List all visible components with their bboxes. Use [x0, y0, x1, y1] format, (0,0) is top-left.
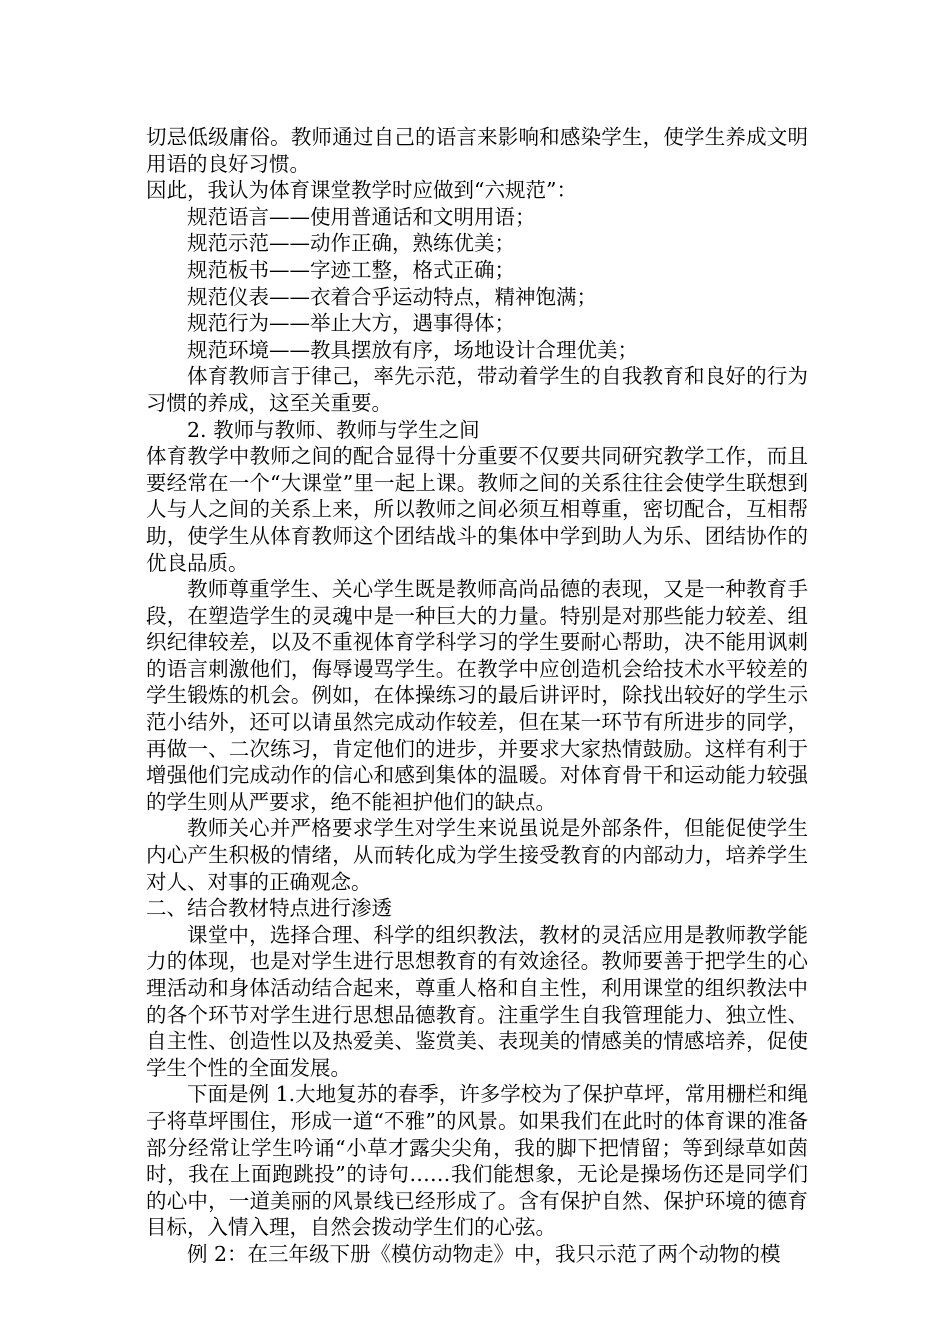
norm-item-appearance: 规范仪表——衣着合乎运动特点，精神饱满；: [187, 284, 597, 309]
paragraph-self-discipline: 体育教师言于律己，率先示范，带动着学生的自我教育和良好的行为习惯的养成，这至关重要。: [146, 364, 808, 415]
document-page: [146, 124, 808, 1268]
paragraph-example-1: 下面是例 1.大地复苏的春季，许多学校为了保护草坪，常用栅栏和绳子将草坪围住，形成一道“不雅”的风景。如果我们在此时的体育课的准备部分经常让学生吟诵“小草才露尖尖角，我的脚下把情留；等到绿草如茵时，我在上面跑跳投”的诗句……我们能想象，无论是操场伤还是同学们的心中，一道美丽的风景线已经形成了。含有保护自然、保护环境的德育目标，入情入理，自然会拨动学生们的心弦。: [146, 1082, 808, 1240]
paragraph-organization-methods: 课堂中，选择合理、科学的组织教法，教材的灵活应用是教师教学能力的体现，也是对学生进行思想教育的有效途径。教师要善于把学生的心理活动和身体活动结合起来，尊重人格和自主性，利用课堂的组织教法中的各个环节对学生进行思想品德教育。注重学生自我管理能力、独立性、自主性、创造性以及热爱美、鉴赏美、表现美的情感美的情感培养，促使学生个性的全面发展。: [146, 922, 808, 1080]
norm-item-environment: 规范环境——教具摆放有序，场地设计合理优美；: [187, 337, 638, 362]
paragraph-respect-students: 教师尊重学生、关心学生既是教师高尚品德的表现，又是一种教育手段，在塑造学生的灵魂中是一种巨大的力量。特别是对那些能力较差、组织纪律较差，以及不重视体育学科学习的学生要耐心帮助，决不能用讽刺的语言刺激他们，侮辱谩骂学生。在教学中应创造机会给技术水平较差的学生锻炼的机会。例如，在体操练习的最后讲评时，除找出较好的学生示范小结外，还可以请虽然完成动作较差，但在某一环节有所进步的同学，再做一、二次练习，肯定他们的进步，并要求大家热情鼓励。这样有利于增强他们完成动作的信心和感到集体的温暖。对体育骨干和运动能力较强的学生则从严要求，绝不能袒护他们的缺点。: [146, 577, 808, 814]
norm-item-behavior: 规范行为——举止大方，遇事得体；: [187, 311, 515, 336]
paragraph-six-norms-lead: 因此，我认为体育课堂教学时应做到“六规范”：: [146, 178, 577, 203]
section-heading-teaching-materials: 二、结合教材特点进行渗透: [146, 896, 392, 921]
norm-item-demonstration: 规范示范——动作正确，熟练优美；: [187, 231, 515, 256]
paragraph-intro: 切忌低级庸俗。教师通过自己的语言来影响和感染学生，使学生养成文明用语的良好习惯。: [146, 125, 808, 176]
norm-item-language: 规范语言——使用普通话和文明用语；: [187, 204, 536, 229]
paragraph-strict-care: 教师关心并严格要求学生对学生来说虽说是外部条件，但能促使学生内心产生积极的情绪，从而转化成为学生接受教育的内部动力，培养学生对人、对事的正确观念。: [146, 816, 808, 894]
section-heading-teacher-relations: 2. 教师与教师、教师与学生之间: [187, 417, 480, 442]
paragraph-example-2: 例 2：在三年级下册《模仿动物走》中，我只示范了两个动物的模: [187, 1241, 781, 1266]
norm-item-blackboard: 规范板书——字迹工整，格式正确；: [187, 257, 515, 282]
paragraph-teacher-cooperation: 体育教学中教师之间的配合显得十分重要不仅要共同研究教学工作，而且要经常在一个“大课堂”里一起上课。教师之间的关系往往会使学生联想到人与人之间的关系上来，所以教师之间必须互相尊重，密切配合，互相帮助，使学生从体育教师这个团结战斗的集体中学到助人为乐、团结协作的优良品质。: [146, 444, 808, 575]
